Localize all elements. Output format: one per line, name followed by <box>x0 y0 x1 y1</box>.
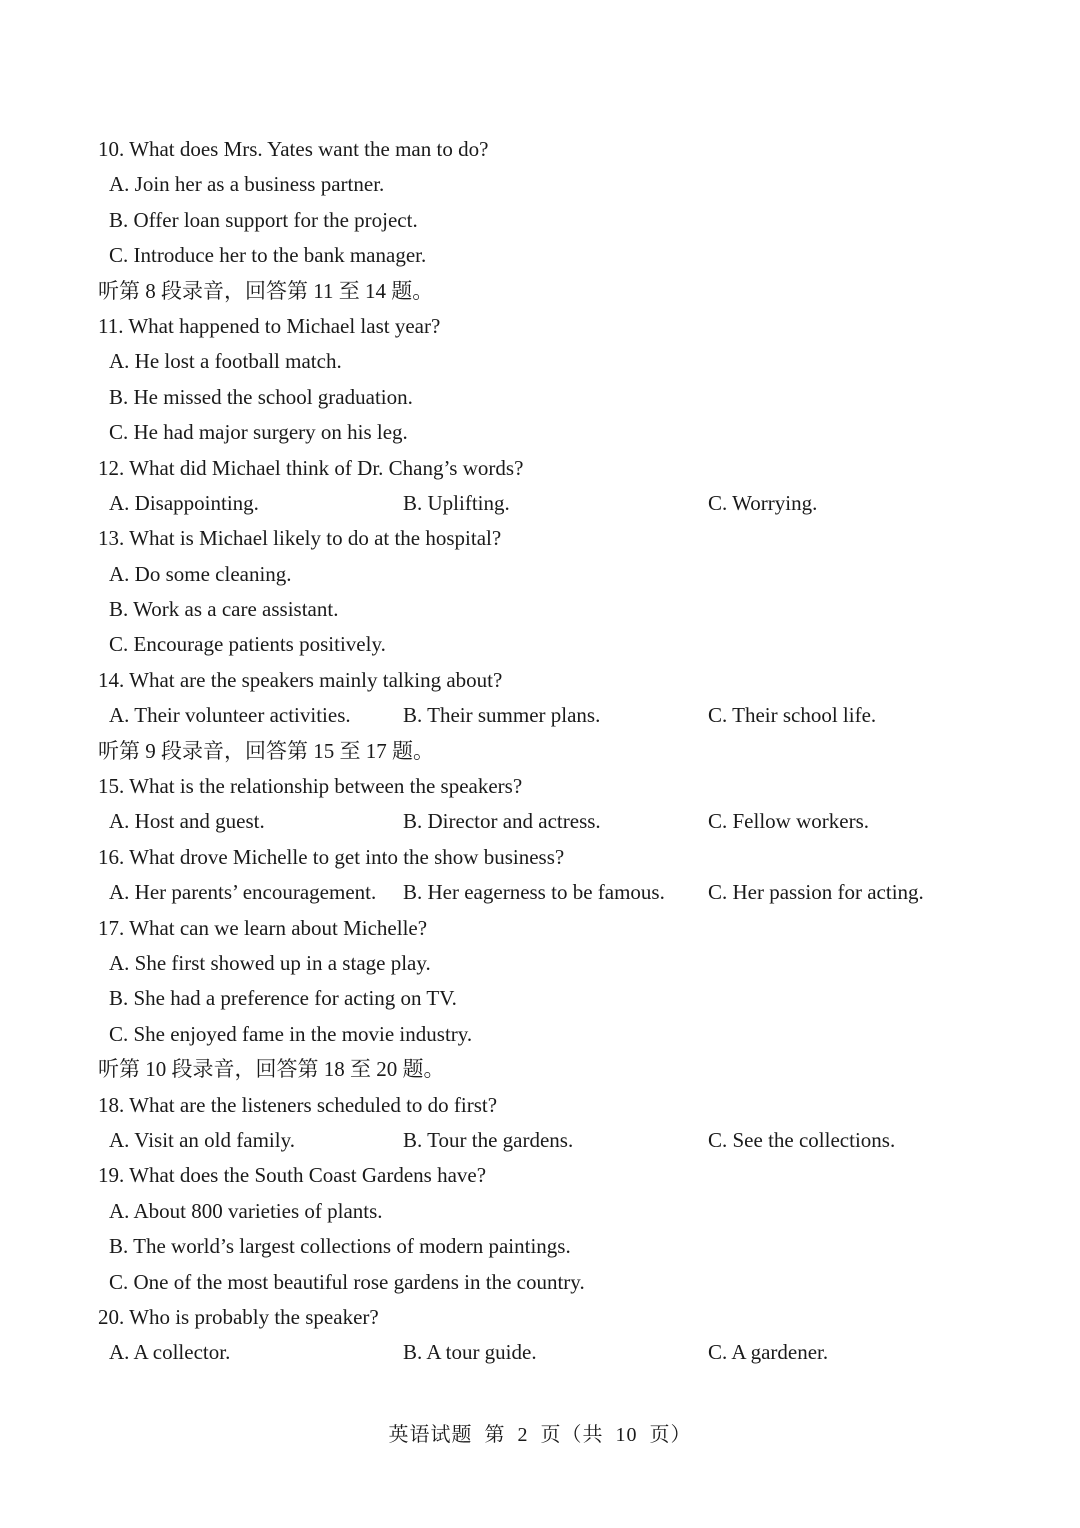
question-text: 12. What did Michael think of Dr. Chang’s words? <box>98 455 524 480</box>
option-text: B. The world’s largest collections of modern paintings. <box>109 1234 571 1259</box>
option-b: B. Their summer plans. <box>403 703 601 728</box>
section-instruction: 听第 10 段录音，回答第 18 至 20 题。 <box>98 1057 445 1082</box>
option-text: A. Join her as a business partner. <box>109 172 385 197</box>
option-row <box>0 1335 1080 1370</box>
question-text: 11. What happened to Michael last year? <box>98 313 441 338</box>
option-row <box>0 804 1080 839</box>
option-c: C. A gardener. <box>708 1340 829 1365</box>
option-a: A. Their volunteer activities. <box>109 703 351 728</box>
option-text: A. He lost a football match. <box>109 349 342 374</box>
option-a: A. Host and guest. <box>109 809 265 834</box>
option-a: A. Her parents’ encouragement. <box>109 880 377 905</box>
option-a: A. Visit an old family. <box>109 1127 295 1152</box>
option-row <box>0 486 1080 521</box>
question-text: 14. What are the speakers mainly talking about? <box>98 667 503 692</box>
exam-page-content <box>0 132 1080 1371</box>
option-text: C. She enjoyed fame in the movie industry. <box>109 1021 473 1046</box>
question-text: 16. What drove Michelle to get into the show business? <box>98 844 565 869</box>
question-text: 13. What is Michael likely to do at the hospital? <box>98 526 502 551</box>
section-instruction: 听第 9 段录音，回答第 15 至 17 题。 <box>98 738 434 763</box>
option-text: C. Encourage patients positively. <box>109 632 386 657</box>
option-a: A. Disappointing. <box>109 490 259 515</box>
option-b: B. Her eagerness to be famous. <box>403 880 665 905</box>
option-a: A. A collector. <box>109 1340 231 1365</box>
question-text: 18. What are the listeners scheduled to do first? <box>98 1092 498 1117</box>
question-text: 17. What can we learn about Michelle? <box>98 915 428 940</box>
section-instruction: 听第 8 段录音，回答第 11 至 14 题。 <box>98 278 434 303</box>
option-text: C. One of the most beautiful rose gardens in the country. <box>109 1269 585 1294</box>
option-c: C. Their school life. <box>708 703 877 728</box>
question-text: 10. What does Mrs. Yates want the man to do? <box>98 137 489 161</box>
option-c: C. Fellow workers. <box>708 809 869 834</box>
option-text: B. Work as a care assistant. <box>109 597 339 622</box>
option-b: B. Tour the gardens. <box>403 1127 574 1152</box>
option-c: C. Her passion for acting. <box>708 880 924 905</box>
option-text: C. Introduce her to the bank manager. <box>109 243 427 268</box>
page-footer: 英语试题 第 2 页（共 10 页） <box>388 1424 692 1446</box>
option-text: A. She first showed up in a stage play. <box>109 950 431 975</box>
question-text: 19. What does the South Coast Gardens have? <box>98 1163 487 1188</box>
option-row <box>0 1123 1080 1158</box>
option-text: B. He missed the school graduation. <box>109 384 413 409</box>
option-c: C. Worrying. <box>708 490 818 515</box>
option-text: A. Do some cleaning. <box>109 561 292 586</box>
option-text: A. About 800 varieties of plants. <box>109 1198 383 1223</box>
question-text: 15. What is the relationship between the speakers? <box>98 774 523 799</box>
option-b: B. Uplifting. <box>403 490 510 515</box>
option-b: B. A tour guide. <box>403 1340 537 1365</box>
question-text: 20. Who is probably the speaker? <box>98 1304 379 1329</box>
option-c: C. See the collections. <box>708 1127 896 1152</box>
option-row <box>0 698 1080 733</box>
option-text: B. She had a preference for acting on TV. <box>109 986 457 1011</box>
option-row <box>0 875 1080 910</box>
option-b: B. Director and actress. <box>403 809 601 834</box>
option-text: B. Offer loan support for the project. <box>109 207 418 232</box>
option-text: C. He had major surgery on his leg. <box>109 420 408 445</box>
